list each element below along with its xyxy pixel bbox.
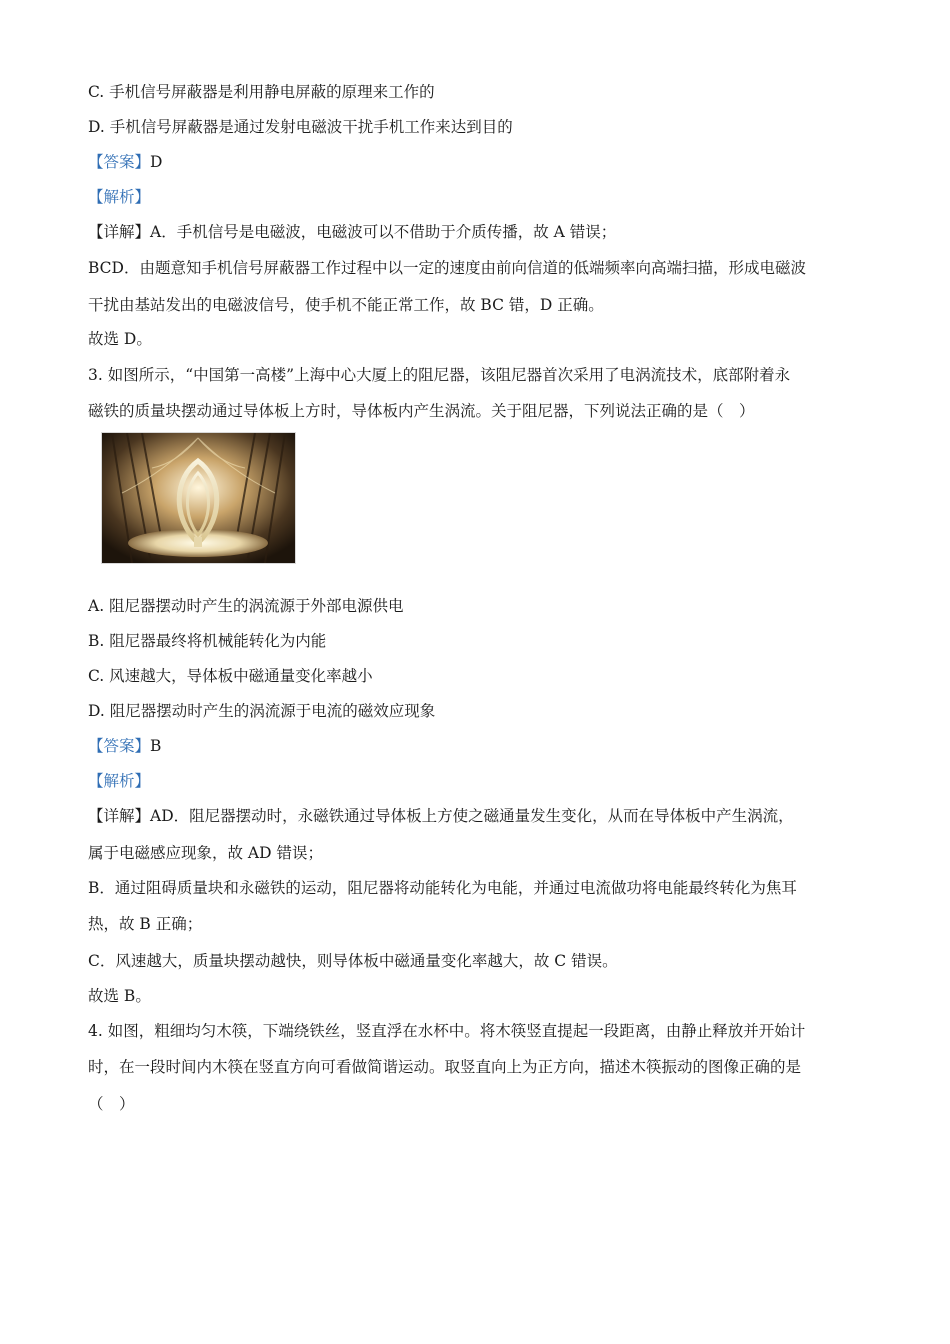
q2-detail-line-3: 干扰由基站发出的电磁波信号，使手机不能正常工作，故 BC 错，D 正确。 — [88, 296, 604, 314]
answer-tag: 【答案】 — [88, 737, 151, 755]
q3-answer-line — [88, 735, 161, 757]
q2-conclusion: 故选 D。 — [88, 330, 152, 348]
q3-detail-line-4: 热，故 B 正确； — [88, 915, 203, 933]
q2-answer-line — [88, 151, 162, 173]
q2-detail-line-2: BCD．由题意知手机信号屏蔽器工作过程中以一定的速度由前向信道的低端频率向高端扫描，形成电磁波 — [88, 259, 806, 277]
q3-option-a: A. 阻尼器摆动时产生的涡流源于外部电源供电 — [88, 597, 404, 615]
q2-analysis-tag: 【解析】 — [88, 188, 151, 206]
q3-detail-line-1 — [88, 805, 794, 827]
q3-detail-line-2: 属于电磁感应现象，故 AD 错误； — [88, 844, 323, 862]
detail-tag: 【详解】 — [88, 223, 151, 241]
q3-option-d: D. 阻尼器摆动时产生的涡流源于电流的磁效应现象 — [88, 702, 436, 720]
q3-detail-line-3: B．通过阻碍质量块和永磁铁的运动，阻尼器将动能转化为电能，并通过电流做功将电能最终转化为焦耳 — [88, 879, 797, 897]
q3-answer: B — [150, 737, 162, 755]
damper-photo — [101, 432, 296, 564]
q4-stem-line-3: （ ） — [88, 1095, 135, 1113]
q3-stem-line-1: 3. 如图所示，“中国第一高楼”上海中心大厦上的阻尼器，该阻尼器首次采用了电涡流技术，底部附着永 — [88, 366, 791, 384]
q2-detail-line-1 — [88, 221, 616, 243]
q2-answer: D — [150, 153, 163, 171]
q3-detail-line-5: C．风速越大，质量块摆动越快，则导体板中磁通量变化率越大，故 C 错误。 — [88, 952, 618, 970]
q2-detail-text-1: A．手机信号是电磁波，电磁波可以不借助于介质传播，故 A 错误； — [150, 223, 617, 241]
answer-tag: 【答案】 — [88, 153, 151, 171]
q4-stem-line-2: 时，在一段时间内木筷在竖直方向可看做简谐运动。取竖直向上为正方向，描述木筷振动的图像正确的是 — [88, 1058, 802, 1076]
q2-option-c: C. 手机信号屏蔽器是利用静电屏蔽的原理来工作的 — [88, 83, 435, 101]
detail-tag: 【详解】 — [88, 807, 151, 825]
q3-option-b: B. 阻尼器最终将机械能转化为内能 — [88, 632, 327, 650]
q3-detail-text-1: AD．阻尼器摆动时，永磁铁通过导体板上方使之磁通量发生变化，从而在导体板中产生涡流， — [150, 807, 794, 825]
q4-stem-line-1: 4. 如图，粗细均匀木筷，下端绕铁丝，竖直浮在水杯中。将木筷竖直提起一段距离，由静止释放并开始计 — [88, 1022, 806, 1040]
q3-stem-line-2: 磁铁的质量块摆动通过导体板上方时，导体板内产生涡流。关于阻尼器，下列说法正确的是（ ） — [88, 402, 755, 420]
q3-analysis-tag: 【解析】 — [88, 772, 151, 790]
q3-option-c: C. 风速越大，导体板中磁通量变化率越小 — [88, 667, 373, 685]
q2-option-d: D. 手机信号屏蔽器是通过发射电磁波干扰手机工作来达到目的 — [88, 118, 513, 136]
q3-conclusion: 故选 B。 — [88, 987, 151, 1005]
